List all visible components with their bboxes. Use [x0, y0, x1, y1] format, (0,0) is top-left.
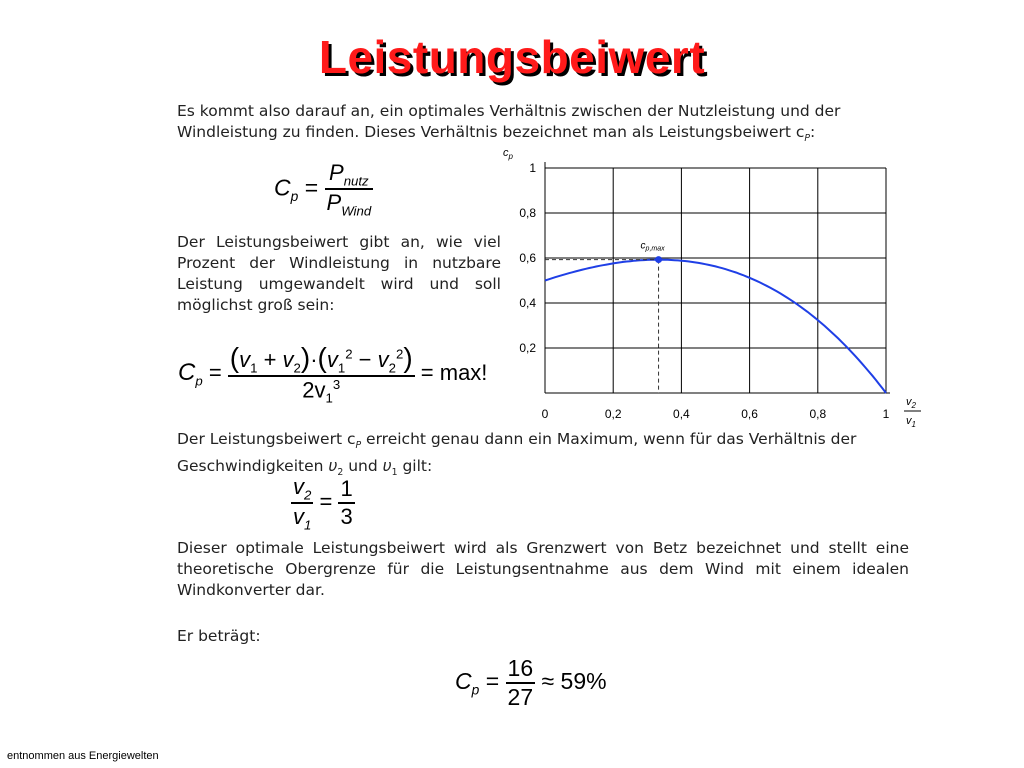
svg-text:v1: $v_1$ — [906, 415, 916, 429]
equation-cp-definition: $C_p$ = $\frac{P_{nutz}}{P_{Wind}}$ — [274, 160, 372, 219]
x-tick-label: 0,4 — [673, 407, 690, 421]
intro-paragraph: Es kommt also darauf an, ein optimales Verhältnis zwischen der Nutzleistung und der Windleistung zu finden. Dieses Verhältnis bezeichnet man als Leistungsbeiwert $c_P$: — [177, 102, 841, 145]
paragraph-maximum: Der Leistungsbeiwert $c_P$ erreicht genau dann ein Maximum, wenn für das Verhältnis der Geschwindigkeiten $\upsilon_2$ und $\upsilon_1$ gilt: — [177, 430, 857, 479]
y-tick-label: 0,4 — [519, 296, 536, 310]
max-point — [655, 256, 662, 263]
x-tick-label: 0,6 — [741, 407, 758, 421]
paragraph-definition: Der Leistungsbeiwert gibt an, wie viel Prozent der Windleistung in nutzbare Leistung umgewandelt wird und soll möglichst groß sein: — [177, 233, 501, 314]
cp-chart — [495, 140, 930, 440]
cp-curve — [545, 260, 886, 393]
x-tick-label: 0 — [541, 407, 549, 421]
source-footer: entnommen aus Energiewelten — [7, 750, 159, 762]
paragraph-er-betraegt: Er beträgt: — [177, 627, 261, 645]
svg-text:v2: $v_2$ — [906, 396, 916, 410]
x-axis-label — [904, 396, 921, 429]
x-tick-label: 0,8 — [809, 407, 827, 421]
y-tick-label: 0,8 — [519, 206, 536, 220]
page-title: Leistungsbeiwert — [318, 31, 706, 83]
paragraph-betz-limit: Dieser optimale Leistungsbeiwert wird als Grenzwert von Betz bezeichnet und stellt eine theoretische Obergrenze für die Leistungsentnahme aus dem Wind mit einem idealen Windkonverter dar. — [177, 539, 909, 599]
y-tick-label: 0,2 — [519, 341, 536, 355]
max-label: $c_{p,max}$ — [640, 240, 665, 253]
y-tick-label: 0,6 — [519, 251, 536, 265]
equation-betz-value: $C_p$ = $\frac{16}{27}$ ≈ 59% — [455, 655, 607, 710]
y-axis-label: $c_p$ — [503, 147, 513, 161]
y-tick-label: 1 — [529, 161, 536, 175]
x-tick-label: 0,2 — [604, 407, 622, 421]
equation-speed-ratio: $\frac{v_2}{v_1}$ = $\frac{1}{3}$ — [293, 474, 353, 533]
equation-cp-formula: $C_p$ = $\frac{(v_1 + v_2)\cdot(v_1^2 - v_2^2)}{2v_1^3}$ = max! — [178, 342, 488, 407]
x-tick-label: 1 — [882, 407, 890, 421]
